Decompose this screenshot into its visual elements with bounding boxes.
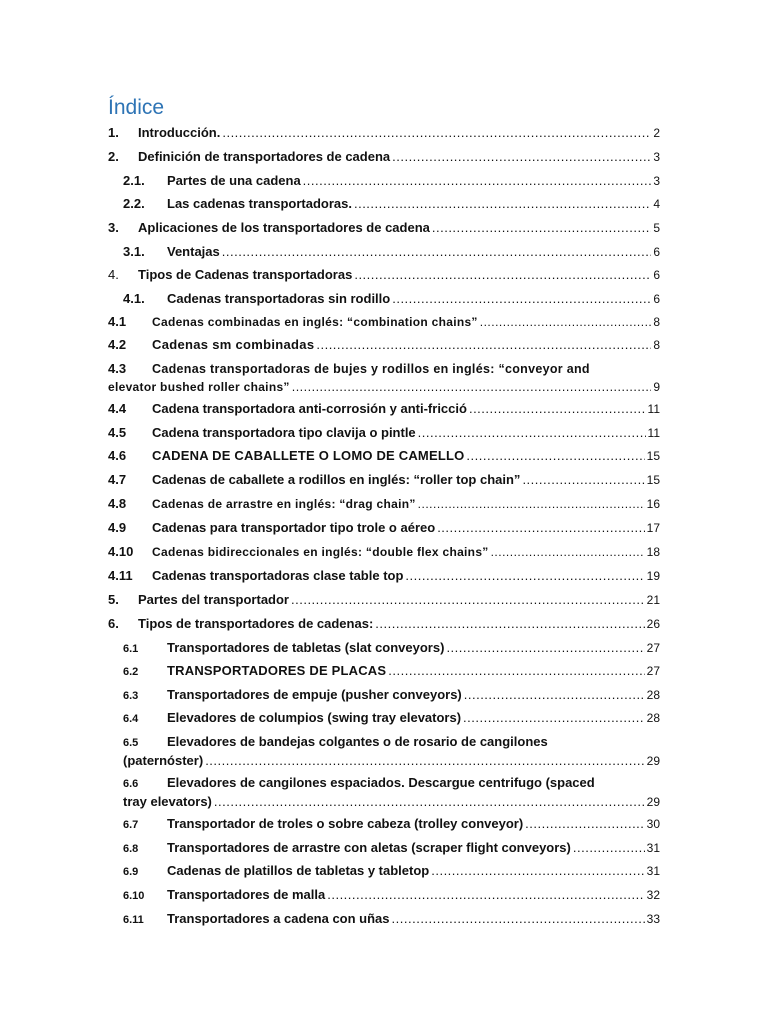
toc-entry[interactable] bbox=[123, 733, 660, 770]
toc-entry-text: Cadenas bidireccionales en inglés: “double flex chains” bbox=[152, 545, 489, 559]
toc-entry-page: 9 bbox=[653, 380, 660, 394]
toc-leader-dots bbox=[525, 815, 644, 833]
toc-leader-dots bbox=[303, 172, 652, 190]
toc-entry-text: Transportadores de tabletas (slat conveyors) bbox=[167, 640, 445, 655]
toc-entry-text: Cadenas sm combinadas bbox=[152, 337, 315, 352]
toc-entry-page: 3 bbox=[653, 150, 660, 164]
toc-entry[interactable] bbox=[108, 567, 660, 585]
toc-entry-page: 15 bbox=[646, 449, 660, 463]
toc-entry-text: Elevadores de columpios (swing tray elevators) bbox=[167, 710, 462, 725]
toc-entry-page: 28 bbox=[646, 711, 660, 725]
toc-entry-text: Partes del transportador bbox=[138, 592, 289, 607]
toc-entry-number: 4.3 bbox=[108, 361, 127, 376]
toc-entry-number: 6.7 bbox=[123, 819, 139, 831]
toc-entry-text: Partes de una cadena bbox=[167, 173, 301, 188]
toc-entry-number: 3. bbox=[108, 220, 119, 235]
toc-entry-number: 6.8 bbox=[123, 843, 139, 855]
toc-entry-text: Transportadores de malla bbox=[167, 887, 326, 902]
toc-entry-text-line2: elevator bushed roller chains” bbox=[108, 380, 290, 394]
page-title: Índice bbox=[108, 96, 165, 119]
toc-leader-dots bbox=[205, 752, 644, 770]
toc-entry-page: 31 bbox=[646, 841, 660, 855]
toc-entry[interactable] bbox=[108, 360, 660, 396]
toc-leader-dots bbox=[327, 886, 644, 904]
toc-entry-number: 6. bbox=[108, 616, 119, 631]
toc-entry-page: 11 bbox=[647, 402, 660, 416]
toc-entry-number: 4.1. bbox=[123, 291, 145, 306]
toc-entry-page: 32 bbox=[646, 888, 660, 902]
toc-entry[interactable] bbox=[123, 774, 660, 811]
toc-entry-page: 8 bbox=[653, 315, 660, 329]
toc-entry-text: Aplicaciones de los transportadores de cadena bbox=[138, 220, 430, 235]
toc-entry-number: 4.1 bbox=[108, 314, 127, 329]
toc-entry-text: Cadenas de platillos de tabletas y tabletop bbox=[167, 863, 430, 878]
toc-entry-number: 1. bbox=[108, 125, 119, 140]
toc-entry-text: Transportadores de arrastre con aletas (scraper flight conveyors) bbox=[167, 840, 571, 855]
toc-entry-text: Las cadenas transportadoras. bbox=[167, 196, 352, 211]
toc-entry-page: 26 bbox=[646, 617, 660, 631]
toc-entry[interactable] bbox=[123, 839, 660, 858]
toc-entry-number: 4.9 bbox=[108, 520, 127, 535]
toc-entry[interactable] bbox=[108, 266, 660, 284]
toc-entry-text: Definición de transportadores de cadena bbox=[138, 149, 391, 164]
toc-leader-dots bbox=[214, 793, 645, 811]
toc-entry[interactable] bbox=[108, 336, 660, 354]
toc-entry-number: 6.11 bbox=[123, 914, 144, 926]
toc-leader-dots bbox=[446, 639, 644, 657]
toc-leader-dots bbox=[463, 709, 645, 727]
toc-leader-dots bbox=[316, 336, 651, 354]
toc-entry-page: 21 bbox=[646, 593, 660, 607]
toc-entry-page: 3 bbox=[653, 174, 660, 188]
toc-entry-number: 2.1. bbox=[123, 173, 145, 188]
toc-entry-text: Cadenas transportadoras sin rodillo bbox=[167, 291, 391, 306]
toc-leader-dots bbox=[491, 543, 645, 561]
toc-entry-number: 4. bbox=[108, 267, 119, 282]
toc-entry-number: 6.10 bbox=[123, 890, 145, 902]
toc-entry-page: 2 bbox=[653, 126, 660, 140]
toc-entry-number: 2.2. bbox=[123, 196, 145, 211]
toc-entry-number: 6.5 bbox=[123, 737, 139, 749]
toc-entry-text: Introducción. bbox=[138, 125, 221, 140]
toc-leader-dots bbox=[573, 839, 645, 857]
toc-leader-dots bbox=[392, 290, 651, 308]
toc-entry-number: 4.8 bbox=[108, 496, 127, 511]
toc-leader-dots bbox=[375, 615, 644, 633]
toc-entry-page: 4 bbox=[653, 197, 660, 211]
toc-leader-dots bbox=[291, 591, 645, 609]
toc-entry[interactable] bbox=[108, 447, 660, 465]
toc-entry[interactable] bbox=[123, 662, 660, 681]
toc-entry-page: 11 bbox=[647, 426, 660, 440]
toc-entry-number: 6.4 bbox=[123, 713, 139, 725]
toc-leader-dots bbox=[431, 862, 644, 880]
toc-entry-number: 4.11 bbox=[108, 568, 133, 583]
toc-leader-dots bbox=[432, 219, 651, 237]
toc-entry[interactable] bbox=[123, 290, 660, 308]
toc-leader-dots bbox=[480, 313, 652, 331]
toc-leader-dots bbox=[405, 567, 644, 585]
toc-entry[interactable] bbox=[123, 639, 660, 658]
toc-entry-number: 6.9 bbox=[123, 866, 139, 878]
toc-leader-dots bbox=[392, 148, 651, 166]
toc-entry[interactable] bbox=[108, 543, 660, 561]
toc-leader-dots bbox=[388, 662, 644, 680]
toc-leader-dots bbox=[469, 400, 646, 418]
toc-entry-number: 4.7 bbox=[108, 472, 127, 487]
toc-entry-page: 6 bbox=[653, 245, 660, 259]
toc-entry-page: 29 bbox=[646, 754, 660, 768]
toc-entry-text: Transportadores a cadena con uñas bbox=[167, 911, 390, 926]
toc-entry-text: Ventajas bbox=[167, 244, 220, 259]
toc-entry-page: 6 bbox=[653, 292, 660, 306]
toc-entry-text: Cadenas combinadas en inglés: “combination chains” bbox=[152, 315, 478, 329]
toc-entry-text: Cadena transportadora anti-corrosión y anti-fricció bbox=[152, 401, 467, 416]
toc-entry-page: 33 bbox=[646, 912, 660, 926]
toc-leader-dots bbox=[392, 910, 645, 928]
toc-entry-page: 27 bbox=[646, 664, 660, 678]
toc-leader-dots bbox=[418, 495, 645, 513]
toc-entry-number: 6.2 bbox=[123, 666, 139, 678]
toc-entry-page: 18 bbox=[646, 545, 660, 559]
toc-entry[interactable] bbox=[123, 886, 660, 905]
toc-entry[interactable] bbox=[123, 815, 660, 834]
toc-entry[interactable] bbox=[108, 591, 660, 609]
toc-entry-page: 5 bbox=[653, 221, 660, 235]
toc-entry[interactable] bbox=[108, 615, 660, 633]
toc-entry-text-line1: Elevadores de cangilones espaciados. Descargue centrifugo (spaced bbox=[167, 775, 595, 790]
toc-leader-dots bbox=[522, 471, 644, 489]
toc-leader-dots bbox=[222, 243, 652, 261]
toc-leader-dots bbox=[437, 519, 644, 537]
toc-entry[interactable] bbox=[108, 495, 660, 513]
toc-entry-number: 2. bbox=[108, 149, 119, 164]
toc-entry[interactable] bbox=[123, 910, 660, 929]
toc-leader-dots bbox=[354, 266, 651, 284]
toc-entry-page: 27 bbox=[646, 641, 660, 655]
toc-leader-dots bbox=[464, 686, 645, 704]
toc-entry[interactable] bbox=[123, 243, 660, 261]
toc-entry-number: 6.6 bbox=[123, 778, 139, 790]
toc-entry-number: 3.1. bbox=[123, 244, 145, 259]
toc-entry[interactable] bbox=[108, 519, 660, 537]
toc-entry-text-line2: tray elevators) bbox=[123, 794, 212, 809]
toc-entry[interactable] bbox=[108, 124, 660, 142]
toc-entry-text: Cadenas transportadoras clase table top bbox=[152, 568, 404, 583]
toc-entry-text: Cadena transportadora tipo clavija o pintle bbox=[152, 425, 416, 440]
toc-entry[interactable] bbox=[123, 172, 660, 190]
toc-entry-page: 6 bbox=[653, 268, 660, 282]
toc-leader-dots bbox=[222, 124, 651, 142]
toc-entry-page: 31 bbox=[646, 864, 660, 878]
toc-entry-number: 4.10 bbox=[108, 544, 134, 559]
toc-entry-number: 4.4 bbox=[108, 401, 127, 416]
toc-entry[interactable] bbox=[108, 400, 660, 418]
toc-entry-text: CADENA DE CABALLETE O LOMO DE CAMELLO bbox=[152, 448, 465, 463]
toc-leader-dots bbox=[418, 424, 646, 442]
toc-entry[interactable] bbox=[108, 424, 660, 442]
toc-entry[interactable] bbox=[108, 219, 660, 237]
toc-entry[interactable] bbox=[108, 471, 660, 489]
toc-entry-page: 28 bbox=[646, 688, 660, 702]
toc-entry[interactable] bbox=[108, 148, 660, 166]
toc-leader-dots bbox=[466, 447, 644, 465]
toc-entry-page: 17 bbox=[646, 521, 660, 535]
toc-entry-text-line1: Cadenas transportadoras de bujes y rodillos en inglés: “conveyor and bbox=[152, 362, 590, 376]
toc-entry-text-line2: (paternóster) bbox=[123, 753, 204, 768]
toc-entry[interactable] bbox=[123, 195, 660, 213]
toc-entry-number: 6.1 bbox=[123, 643, 139, 655]
toc-entry[interactable] bbox=[108, 313, 660, 331]
toc-entry-number: 4.5 bbox=[108, 425, 127, 440]
toc-leader-dots bbox=[354, 195, 651, 213]
toc-leader-dots bbox=[292, 378, 652, 396]
toc-entry-text: TRANSPORTADORES DE PLACAS bbox=[167, 663, 387, 678]
toc-entry-page: 8 bbox=[653, 338, 660, 352]
toc-entry-text: Cadenas de arrastre en inglés: “drag chain” bbox=[152, 497, 416, 511]
toc-entry-text-line1: Elevadores de bandejas colgantes o de rosario de cangilones bbox=[167, 734, 548, 749]
toc-entry-text: Transportador de troles o sobre cabeza (trolley conveyor) bbox=[167, 816, 524, 831]
toc-entry-number: 6.3 bbox=[123, 690, 139, 702]
toc-entry-page: 16 bbox=[646, 497, 660, 511]
toc-entry-text: Transportadores de empuje (pusher conveyors) bbox=[167, 687, 462, 702]
toc-entry-page: 29 bbox=[646, 795, 660, 809]
toc-entry[interactable] bbox=[123, 862, 660, 881]
toc-entry-text: Cadenas de caballete a rodillos en inglés: “roller top chain” bbox=[152, 472, 521, 487]
toc-entry-number: 4.2 bbox=[108, 337, 127, 352]
toc-entry-text: Cadenas para transportador tipo trole o aéreo bbox=[152, 520, 436, 535]
toc-entry[interactable] bbox=[123, 709, 660, 728]
toc-entry-number: 4.6 bbox=[108, 448, 127, 463]
toc-entry-number: 5. bbox=[108, 592, 119, 607]
toc-entry-text: Tipos de transportadores de cadenas: bbox=[138, 616, 374, 631]
toc-entry-page: 19 bbox=[646, 569, 660, 583]
toc-entry-page: 15 bbox=[646, 473, 660, 487]
toc-entry[interactable] bbox=[123, 686, 660, 705]
toc-entry-page: 30 bbox=[646, 817, 660, 831]
toc-entry-text: Tipos de Cadenas transportadoras bbox=[138, 267, 353, 282]
